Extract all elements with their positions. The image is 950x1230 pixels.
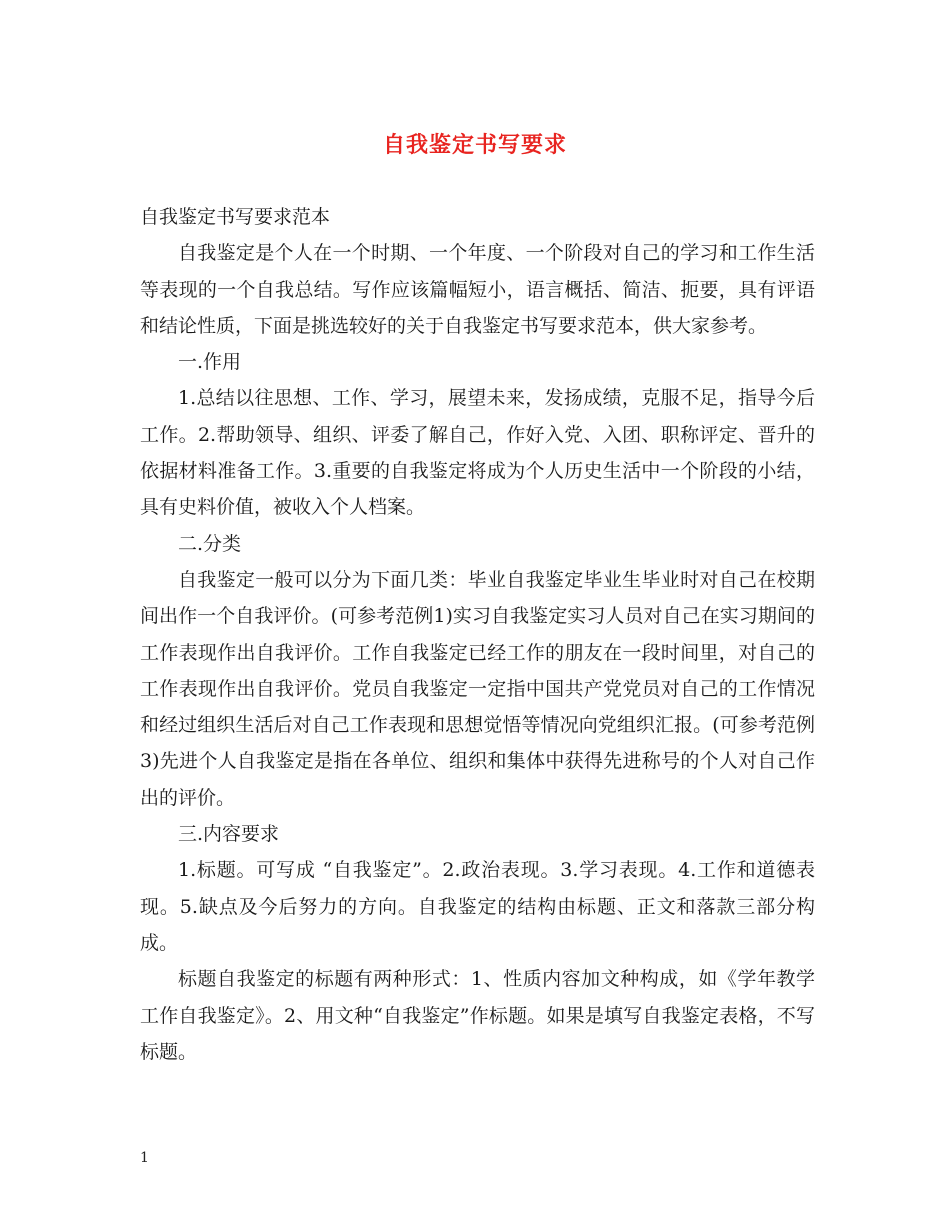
page-number: 1: [140, 1150, 149, 1166]
document-title: 自我鉴定书写要求: [382, 133, 567, 158]
paragraph-title-form: 标题自我鉴定的标题有两种形式：1、性质内容加文种构成，如《学年教学工作自我鉴定》。2、用文种“自我鉴定”作标题。如果是填写自我鉴定表格，不写标题。: [140, 968, 815, 1063]
section-heading-classification: 二.分类: [178, 532, 242, 555]
paragraph-content: 1.标题。可写成 “自我鉴定”。2.政治表现。3.学习表现。4.工作和道德表现。5.缺点及今后努力的方向。自我鉴定的结构由标题、正文和落款三部分构成。: [140, 859, 815, 954]
paragraph-function: 1.总结以往思想、工作、学习，展望未来，发扬成绩，克服不足，指导今后工作。2.帮助领导、组织、评委了解自己，作好入党、入团、职称评定、晋升的依据材料准备工作。3.重要的自我鉴定将成为个人历史生活中一个阶段的小结，具有史料价值，被收入个人档案。: [140, 387, 815, 519]
document-subtitle: 自我鉴定书写要求范本: [140, 206, 331, 228]
section-heading-function: 一.作用: [178, 351, 242, 374]
section-heading-content: 三.内容要求: [178, 823, 280, 846]
paragraph-classification: 自我鉴定一般可以分为下面几类：毕业自我鉴定毕业生毕业时对自己在校期间出作一个自我评价。(可参考范例1)实习自我鉴定实习人员对自己在实习期间的工作表现作出自我评价。工作自我鉴定已经工作的朋友在一段时间里，对自己的工作表现作出自我评价。党员自我鉴定一定指中国共产党党员对自己的工作情况和经过组织生活后对自己工作表现和思想觉悟等情况向党组织汇报。(可参考范例3)先进个人自我鉴定是指在各单位、组织和集体中获得先进称号的个人对自己作出的评价。: [140, 568, 815, 809]
document-body: [140, 199, 815, 1070]
paragraph-intro: 自我鉴定是个人在一个时期、一个年度、一个阶段对自己的学习和工作生活等表现的一个自我总结。写作应该篇幅短小，语言概括、简洁、扼要，具有评语和结论性质，下面是挑选较好的关于自我鉴定书写要求范本，供大家参考。: [140, 242, 815, 337]
